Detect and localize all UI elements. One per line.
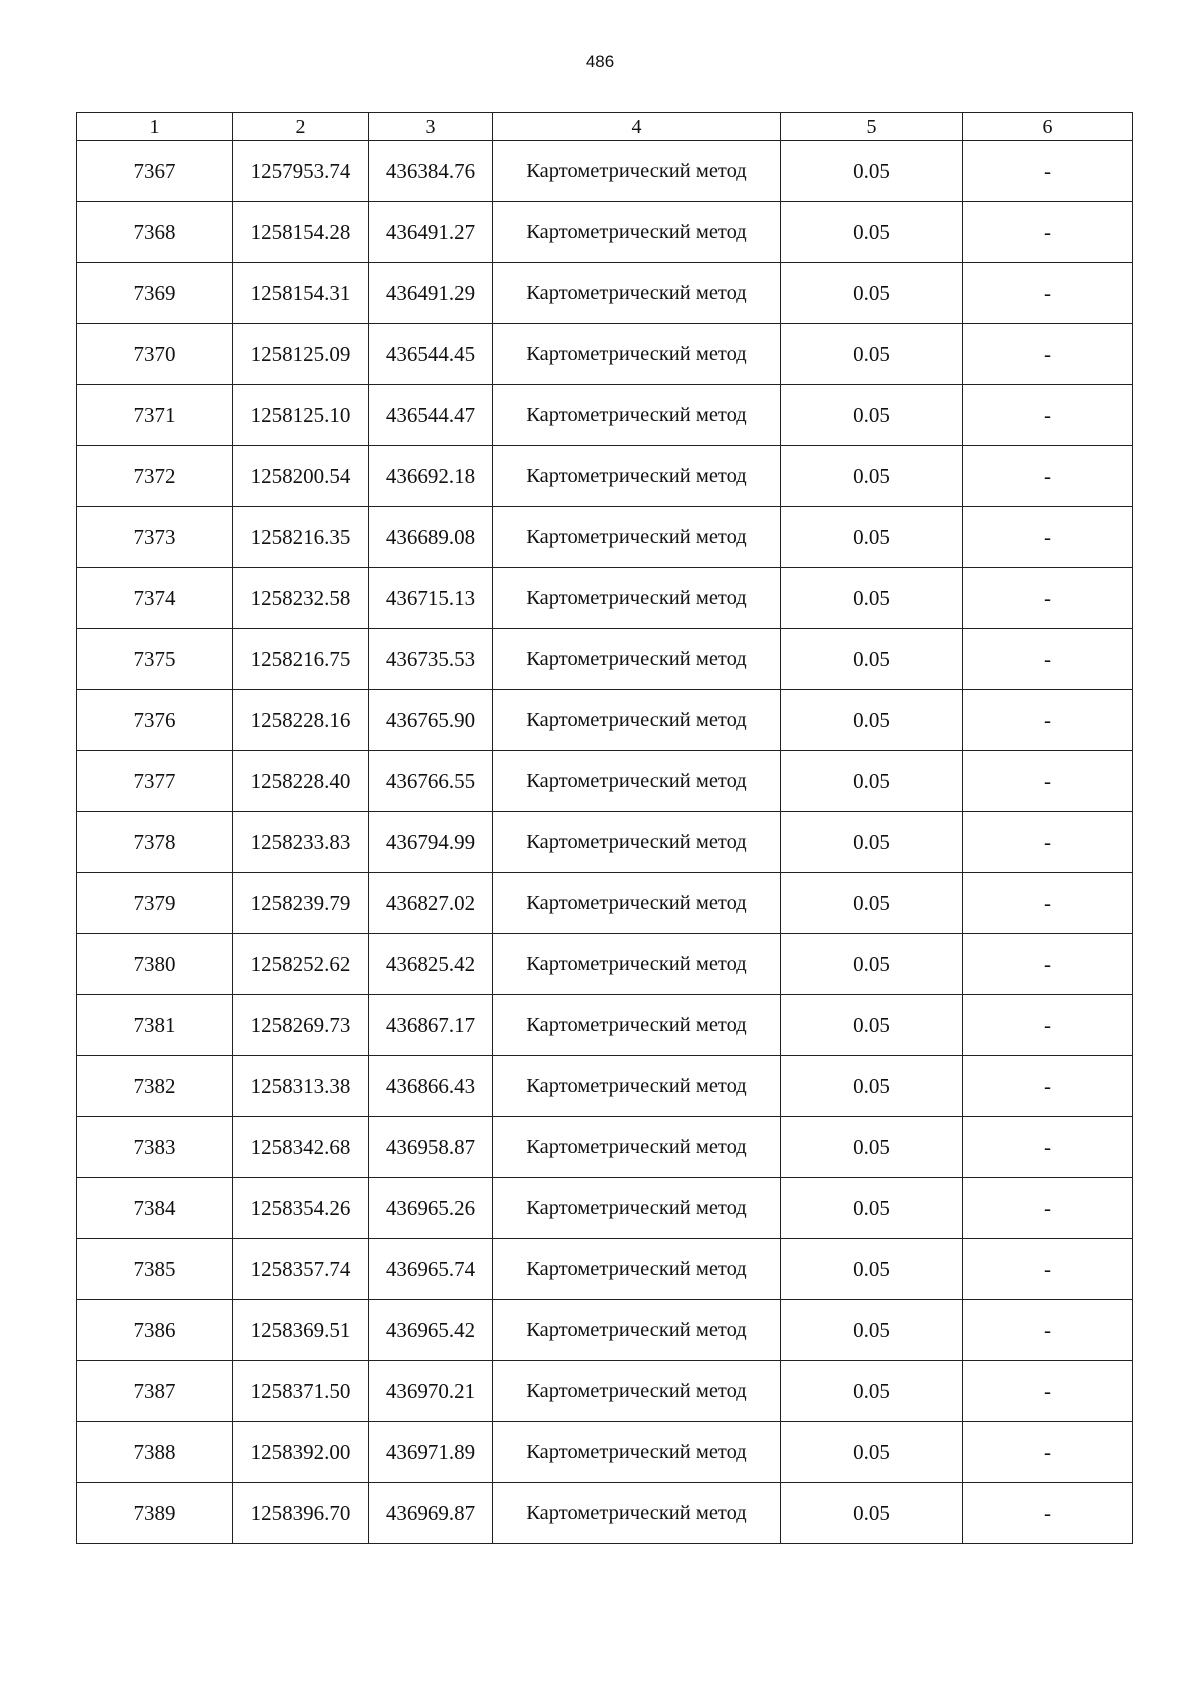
accuracy-cell: 0.05 — [781, 385, 963, 446]
method-cell: Картометрический метод — [493, 1483, 781, 1544]
x-coordinate-cell: 1258239.79 — [233, 873, 369, 934]
column-header: 4 — [493, 113, 781, 141]
y-coordinate-cell: 436965.74 — [369, 1239, 493, 1300]
x-coordinate-cell: 1258313.38 — [233, 1056, 369, 1117]
point-number-cell: 7385 — [77, 1239, 233, 1300]
table-row — [77, 568, 1133, 629]
point-number-cell: 7376 — [77, 690, 233, 751]
method-cell: Картометрический метод — [493, 324, 781, 385]
note-cell: - — [963, 751, 1133, 812]
x-coordinate-cell: 1258154.31 — [233, 263, 369, 324]
method-cell: Картометрический метод — [493, 263, 781, 324]
point-number-cell: 7389 — [77, 1483, 233, 1544]
point-number-cell: 7373 — [77, 507, 233, 568]
y-coordinate-cell: 436491.27 — [369, 202, 493, 263]
table-row — [77, 202, 1133, 263]
table-row — [77, 141, 1133, 202]
table-row — [77, 1300, 1133, 1361]
accuracy-cell: 0.05 — [781, 446, 963, 507]
point-number-cell: 7371 — [77, 385, 233, 446]
x-coordinate-cell: 1258252.62 — [233, 934, 369, 995]
table-row — [77, 1361, 1133, 1422]
note-cell: - — [963, 202, 1133, 263]
page-number: 486 — [585, 52, 615, 71]
point-number-cell: 7369 — [77, 263, 233, 324]
x-coordinate-cell: 1258125.10 — [233, 385, 369, 446]
note-cell: - — [963, 385, 1133, 446]
y-coordinate-cell: 436491.29 — [369, 263, 493, 324]
point-number-cell: 7375 — [77, 629, 233, 690]
method-cell: Картометрический метод — [493, 934, 781, 995]
accuracy-cell: 0.05 — [781, 995, 963, 1056]
accuracy-cell: 0.05 — [781, 1178, 963, 1239]
column-header: 6 — [963, 113, 1133, 141]
method-cell: Картометрический метод — [493, 1300, 781, 1361]
note-cell: - — [963, 263, 1133, 324]
table-row — [77, 263, 1133, 324]
column-header: 5 — [781, 113, 963, 141]
y-coordinate-cell: 436970.21 — [369, 1361, 493, 1422]
point-number-cell: 7367 — [77, 141, 233, 202]
method-cell: Картометрический метод — [493, 629, 781, 690]
table-row — [77, 690, 1133, 751]
point-number-cell: 7377 — [77, 751, 233, 812]
table-row — [77, 873, 1133, 934]
note-cell: - — [963, 1483, 1133, 1544]
point-number-cell: 7384 — [77, 1178, 233, 1239]
y-coordinate-cell: 436765.90 — [369, 690, 493, 751]
method-cell: Картометрический метод — [493, 1178, 781, 1239]
table-row — [77, 1178, 1133, 1239]
y-coordinate-cell: 436544.47 — [369, 385, 493, 446]
accuracy-cell: 0.05 — [781, 263, 963, 324]
method-cell: Картометрический метод — [493, 1239, 781, 1300]
method-cell: Картометрический метод — [493, 690, 781, 751]
x-coordinate-cell: 1257953.74 — [233, 141, 369, 202]
point-number-cell: 7387 — [77, 1361, 233, 1422]
accuracy-cell: 0.05 — [781, 812, 963, 873]
point-number-cell: 7379 — [77, 873, 233, 934]
table-row — [77, 812, 1133, 873]
y-coordinate-cell: 436384.76 — [369, 141, 493, 202]
note-cell: - — [963, 1422, 1133, 1483]
y-coordinate-cell: 436958.87 — [369, 1117, 493, 1178]
accuracy-cell: 0.05 — [781, 873, 963, 934]
method-cell: Картометрический метод — [493, 1056, 781, 1117]
x-coordinate-cell: 1258396.70 — [233, 1483, 369, 1544]
point-number-cell: 7374 — [77, 568, 233, 629]
note-cell: - — [963, 1056, 1133, 1117]
point-number-cell: 7370 — [77, 324, 233, 385]
table-row — [77, 629, 1133, 690]
x-coordinate-cell: 1258125.09 — [233, 324, 369, 385]
y-coordinate-cell: 436965.26 — [369, 1178, 493, 1239]
accuracy-cell: 0.05 — [781, 568, 963, 629]
point-number-cell: 7381 — [77, 995, 233, 1056]
point-number-cell: 7372 — [77, 446, 233, 507]
note-cell: - — [963, 141, 1133, 202]
table-body — [77, 141, 1133, 1544]
method-cell: Картометрический метод — [493, 873, 781, 934]
method-cell: Картометрический метод — [493, 507, 781, 568]
accuracy-cell: 0.05 — [781, 1422, 963, 1483]
note-cell: - — [963, 995, 1133, 1056]
method-cell: Картометрический метод — [493, 995, 781, 1056]
note-cell: - — [963, 324, 1133, 385]
method-cell: Картометрический метод — [493, 1422, 781, 1483]
accuracy-cell: 0.05 — [781, 1239, 963, 1300]
y-coordinate-cell: 436794.99 — [369, 812, 493, 873]
table-row — [77, 1483, 1133, 1544]
table-row — [77, 1239, 1133, 1300]
y-coordinate-cell: 436867.17 — [369, 995, 493, 1056]
x-coordinate-cell: 1258228.16 — [233, 690, 369, 751]
method-cell: Картометрический метод — [493, 812, 781, 873]
point-number-cell: 7388 — [77, 1422, 233, 1483]
x-coordinate-cell: 1258216.35 — [233, 507, 369, 568]
y-coordinate-cell: 436965.42 — [369, 1300, 493, 1361]
point-number-cell: 7378 — [77, 812, 233, 873]
x-coordinate-cell: 1258342.68 — [233, 1117, 369, 1178]
note-cell: - — [963, 1361, 1133, 1422]
table-row — [77, 324, 1133, 385]
y-coordinate-cell: 436735.53 — [369, 629, 493, 690]
x-coordinate-cell: 1258154.28 — [233, 202, 369, 263]
point-number-cell: 7368 — [77, 202, 233, 263]
accuracy-cell: 0.05 — [781, 690, 963, 751]
point-number-cell: 7380 — [77, 934, 233, 995]
accuracy-cell: 0.05 — [781, 141, 963, 202]
accuracy-cell: 0.05 — [781, 324, 963, 385]
method-cell: Картометрический метод — [493, 1361, 781, 1422]
table-row — [77, 446, 1133, 507]
table-row — [77, 507, 1133, 568]
note-cell: - — [963, 873, 1133, 934]
y-coordinate-cell: 436971.89 — [369, 1422, 493, 1483]
column-header: 1 — [77, 113, 233, 141]
note-cell: - — [963, 507, 1133, 568]
accuracy-cell: 0.05 — [781, 1056, 963, 1117]
method-cell: Картометрический метод — [493, 202, 781, 263]
note-cell: - — [963, 812, 1133, 873]
y-coordinate-cell: 436544.45 — [369, 324, 493, 385]
x-coordinate-cell: 1258371.50 — [233, 1361, 369, 1422]
x-coordinate-cell: 1258354.26 — [233, 1178, 369, 1239]
y-coordinate-cell: 436766.55 — [369, 751, 493, 812]
column-header: 2 — [233, 113, 369, 141]
method-cell: Картометрический метод — [493, 1117, 781, 1178]
note-cell: - — [963, 568, 1133, 629]
y-coordinate-cell: 436969.87 — [369, 1483, 493, 1544]
x-coordinate-cell: 1258369.51 — [233, 1300, 369, 1361]
note-cell: - — [963, 1300, 1133, 1361]
accuracy-cell: 0.05 — [781, 1300, 963, 1361]
accuracy-cell: 0.05 — [781, 751, 963, 812]
x-coordinate-cell: 1258216.75 — [233, 629, 369, 690]
x-coordinate-cell: 1258200.54 — [233, 446, 369, 507]
x-coordinate-cell: 1258392.00 — [233, 1422, 369, 1483]
y-coordinate-cell: 436825.42 — [369, 934, 493, 995]
note-cell: - — [963, 690, 1133, 751]
method-cell: Картометрический метод — [493, 446, 781, 507]
coordinates-table — [76, 112, 1133, 1544]
point-number-cell: 7383 — [77, 1117, 233, 1178]
table-row — [77, 1117, 1133, 1178]
y-coordinate-cell: 436692.18 — [369, 446, 493, 507]
table-row — [77, 751, 1133, 812]
column-header: 3 — [369, 113, 493, 141]
x-coordinate-cell: 1258269.73 — [233, 995, 369, 1056]
note-cell: - — [963, 1178, 1133, 1239]
x-coordinate-cell: 1258233.83 — [233, 812, 369, 873]
table-row — [77, 995, 1133, 1056]
accuracy-cell: 0.05 — [781, 202, 963, 263]
y-coordinate-cell: 436689.08 — [369, 507, 493, 568]
note-cell: - — [963, 934, 1133, 995]
accuracy-cell: 0.05 — [781, 1361, 963, 1422]
accuracy-cell: 0.05 — [781, 629, 963, 690]
note-cell: - — [963, 1117, 1133, 1178]
accuracy-cell: 0.05 — [781, 934, 963, 995]
y-coordinate-cell: 436866.43 — [369, 1056, 493, 1117]
accuracy-cell: 0.05 — [781, 1117, 963, 1178]
note-cell: - — [963, 446, 1133, 507]
point-number-cell: 7386 — [77, 1300, 233, 1361]
table-row — [77, 1056, 1133, 1117]
table-row — [77, 385, 1133, 446]
point-number-cell: 7382 — [77, 1056, 233, 1117]
y-coordinate-cell: 436715.13 — [369, 568, 493, 629]
method-cell: Картометрический метод — [493, 568, 781, 629]
y-coordinate-cell: 436827.02 — [369, 873, 493, 934]
method-cell: Картометрический метод — [493, 141, 781, 202]
x-coordinate-cell: 1258232.58 — [233, 568, 369, 629]
x-coordinate-cell: 1258357.74 — [233, 1239, 369, 1300]
accuracy-cell: 0.05 — [781, 507, 963, 568]
note-cell: - — [963, 1239, 1133, 1300]
note-cell: - — [963, 629, 1133, 690]
table-row — [77, 1422, 1133, 1483]
header-row — [77, 113, 1133, 141]
method-cell: Картометрический метод — [493, 751, 781, 812]
accuracy-cell: 0.05 — [781, 1483, 963, 1544]
method-cell: Картометрический метод — [493, 385, 781, 446]
table-row — [77, 934, 1133, 995]
x-coordinate-cell: 1258228.40 — [233, 751, 369, 812]
